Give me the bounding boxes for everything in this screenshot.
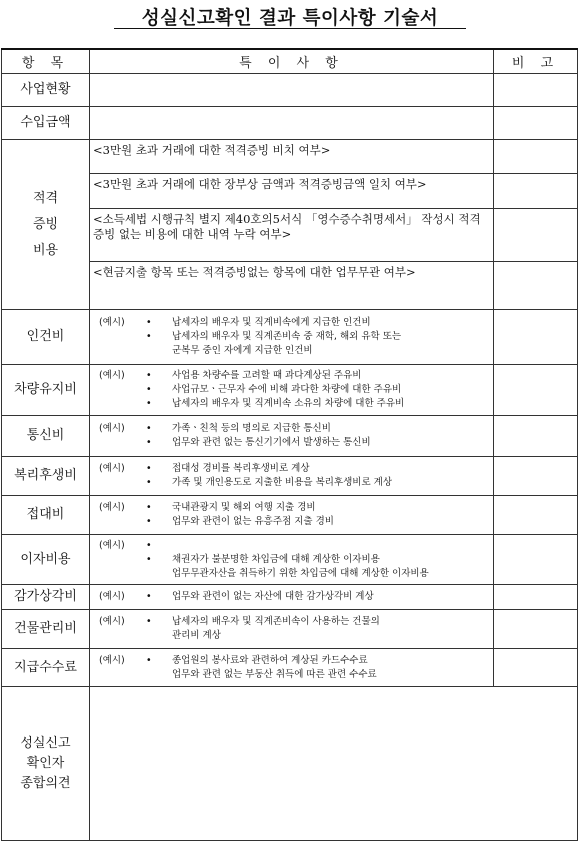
header-item: 항 목 xyxy=(2,49,90,74)
cell-welfare-remarks[interactable] xyxy=(494,457,578,496)
example-item: • 접대성 경비를 복리후생비로 계상 xyxy=(146,462,491,476)
cell-business-remarks[interactable] xyxy=(494,74,578,107)
label-building: 건물관리비 xyxy=(2,610,90,649)
example-tag: (예시) xyxy=(99,654,125,666)
header-remarks: 비 고 xyxy=(494,49,578,74)
opinion-input-area[interactable] xyxy=(90,687,578,841)
row-interest xyxy=(2,535,578,585)
label-welfare: 복리후생비 xyxy=(2,457,90,496)
proof-item[interactable]: <소득세법 시행규칙 별지 제40호의5서식 「영수증수취명세서」 작성시 적격증빙 없는 비용에 대한 내역 누락 여부> xyxy=(90,209,493,262)
example-tag: (예시) xyxy=(99,317,125,328)
example-tag: (예시) xyxy=(99,502,125,513)
cell-building-notes[interactable] xyxy=(90,610,494,649)
row-fees xyxy=(2,649,578,687)
row-personnel xyxy=(2,310,578,365)
row-income xyxy=(2,107,578,140)
label-entertain: 접대비 xyxy=(2,496,90,535)
example-tag: (예시) xyxy=(99,370,125,381)
example-item: • 가족ㆍ친척 등의 명의로 지급한 통신비 xyxy=(146,422,491,436)
cell-income-notes[interactable] xyxy=(90,107,494,140)
cell-fees-notes[interactable] xyxy=(90,649,494,687)
example-item: • 납세자의 배우자 및 직계존비속이 사용하는 건물의 xyxy=(146,615,491,629)
cell-welfare-notes[interactable] xyxy=(90,457,494,496)
example-item: • 업무와 관련 없는 통신기기에서 발생하는 통신비 xyxy=(146,436,491,450)
header-notes: 특 이 사 항 xyxy=(90,49,494,74)
example-item: 군복무 중인 자에게 지급한 인건비 xyxy=(172,345,313,356)
example-tag: (예시) xyxy=(99,463,125,474)
cell-depreciation-notes[interactable] xyxy=(90,585,494,610)
label-business: 사업현황 xyxy=(2,74,90,107)
cell-telecom-remarks[interactable] xyxy=(494,416,578,457)
label-personnel: 인건비 xyxy=(2,310,90,365)
cell-depreciation-remarks[interactable] xyxy=(494,585,578,610)
row-opinion xyxy=(2,687,578,841)
cell-interest-remarks[interactable] xyxy=(494,535,578,585)
example-tag: (예시) xyxy=(99,616,125,627)
row-telecom xyxy=(2,416,578,457)
example-item: • 채권자가 불분명한 차입금에 대해 계상한 이자비용 xyxy=(146,553,491,567)
label-interest: 이자비용 xyxy=(2,535,90,585)
proof-item[interactable]: <3만원 초과 거래에 대한 장부상 금액과 적격증빙금액 일치 여부> xyxy=(90,174,493,209)
cell-personnel-notes[interactable] xyxy=(90,310,494,365)
example-item: 업무와 관련 없는 부동산 취득에 따른 관련 수수료 xyxy=(172,668,377,680)
label-income: 수입금액 xyxy=(2,107,90,140)
example-item: • 업무와 관련이 없는 유흥주점 지출 경비 xyxy=(146,515,491,529)
example-item: 관리비 계상 xyxy=(172,630,221,641)
row-business xyxy=(2,74,578,107)
label-vehicle: 차량유지비 xyxy=(2,365,90,416)
label-proof: 적격 증빙 비용 xyxy=(2,140,90,310)
cell-building-remarks[interactable] xyxy=(494,610,578,649)
label-fees: 지급수수료 xyxy=(2,649,90,687)
report-table xyxy=(1,48,578,841)
title-underline xyxy=(114,28,466,29)
example-tag: (예시) xyxy=(99,591,125,602)
example-item: • 납세자의 배우자 및 직계존비속 중 재학, 해외 유학 또는 xyxy=(146,330,491,344)
example-item: • 사업용 차량수를 고려할 때 과다계상된 주유비 xyxy=(146,369,491,383)
proof-item[interactable]: <현금지출 항목 또는 적격증빙없는 항목에 대한 업무무관 여부> xyxy=(93,265,416,279)
cell-interest-notes[interactable] xyxy=(90,535,494,585)
row-proof xyxy=(2,140,578,310)
cell-vehicle-remarks[interactable] xyxy=(494,365,578,416)
example-item: • 납세자의 배우자 및 직계비속 소유의 차량에 대한 주유비 xyxy=(146,397,491,411)
cell-telecom-notes[interactable] xyxy=(90,416,494,457)
example-item: • 납세자의 배우자 및 직계비속에게 지급한 인건비 xyxy=(146,316,491,330)
cell-personnel-remarks[interactable] xyxy=(494,310,578,365)
example-item: • 종업원의 봉사료와 관련하여 계상된 카드수수료 xyxy=(146,654,491,668)
example-tag: (예시) xyxy=(99,423,125,434)
cell-vehicle-notes[interactable] xyxy=(90,365,494,416)
row-welfare xyxy=(2,457,578,496)
example-tag: (예시) xyxy=(99,539,125,551)
cell-income-remarks[interactable] xyxy=(494,107,578,140)
cell-entertain-remarks[interactable] xyxy=(494,496,578,535)
header-row xyxy=(2,49,578,74)
example-item: • 업무와 관련이 없는 자산에 대한 감가상각비 계상 xyxy=(146,590,491,604)
row-depreciation xyxy=(2,585,578,610)
page-title: 성실신고확인 결과 특이사항 기술서 xyxy=(141,8,439,29)
example-item: 업무무관자산을 취득하기 위한 차입금에 대해 계상한 이자비용 xyxy=(172,567,429,579)
cell-proof-notes xyxy=(90,140,494,310)
label-telecom: 통신비 xyxy=(2,416,90,457)
cell-business-notes[interactable] xyxy=(90,74,494,107)
label-depreciation: 감가상각비 xyxy=(2,585,90,610)
label-opinion: 성실신고 확인자 종합의견 xyxy=(2,687,90,841)
example-item: • 국내관광지 및 해외 여행 지출 경비 xyxy=(146,501,491,515)
example-item: • 가족 및 개인용도로 지출한 비용을 복리후생비로 계상 xyxy=(146,476,491,490)
cell-fees-remarks[interactable] xyxy=(494,649,578,687)
cell-proof-remarks xyxy=(494,140,578,310)
proof-item[interactable]: <3만원 초과 거래에 대한 적격증빙 비치 여부> xyxy=(90,140,493,174)
row-entertain xyxy=(2,496,578,535)
row-vehicle xyxy=(2,365,578,416)
row-building xyxy=(2,610,578,649)
cell-entertain-notes[interactable] xyxy=(90,496,494,535)
example-item: • 사업규모ㆍ근무자 수에 비해 과다한 차량에 대한 주유비 xyxy=(146,383,491,397)
